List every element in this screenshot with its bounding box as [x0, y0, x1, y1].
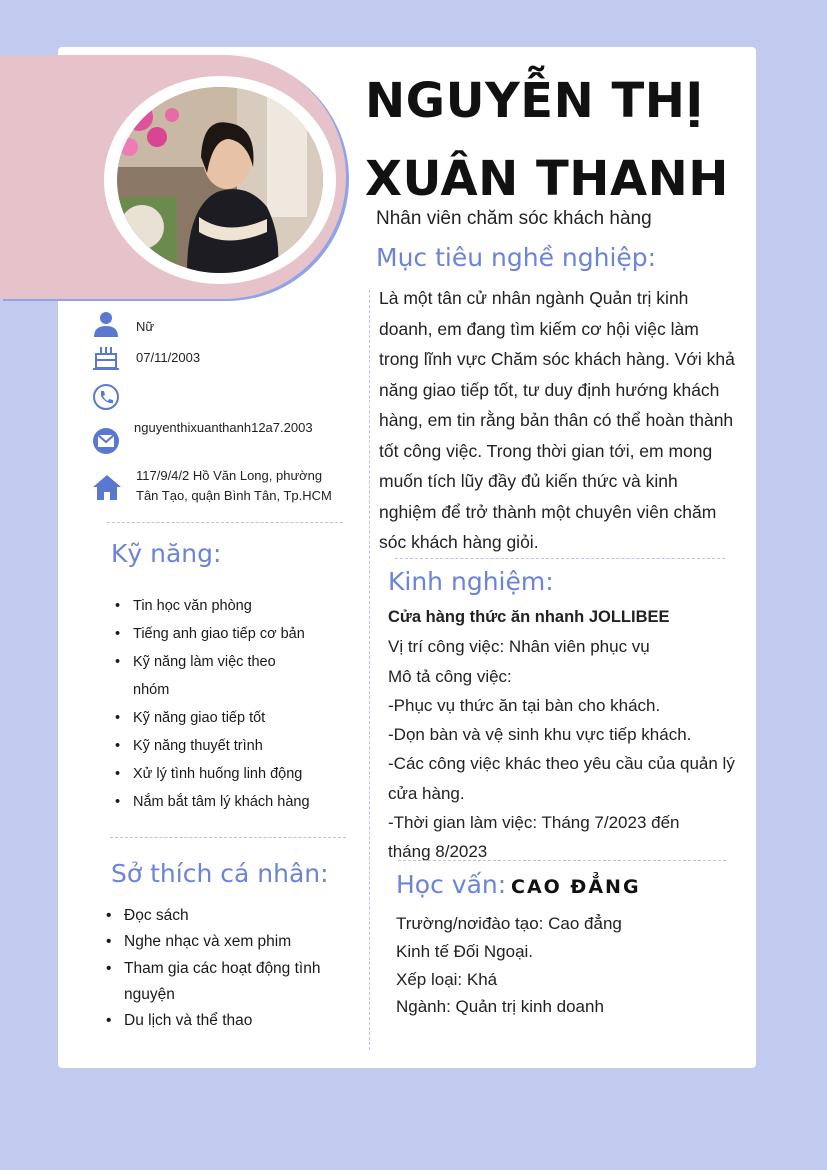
email-icon [90, 426, 124, 456]
home-icon [90, 472, 124, 502]
education-block [396, 910, 736, 1021]
hobby-item: • Du lịch và thể thao [102, 1008, 352, 1034]
objective-title: Mục tiêu nghề nghiệp: [376, 243, 657, 272]
education-major: Ngành: Quản trị kinh doanh [396, 997, 604, 1017]
name-line-2: XUÂN THANH [365, 151, 729, 207]
objective-text: Là một tân cử nhân ngành Quản trị kinh doanh, em đang tìm kiếm cơ hội việc làm trong lĩnh vực Chăm sóc khách hàng. Với khả năng giao tiếp tốt, tư duy định hướng khách hàng, em tin rằng bản thân có thể hoàn thành tốt công việc. Trong thời gian tới, em mong muốn tích lũy đầy đủ kiến thức và kinh nghiệm để trở thành một chuyên viên chăm sóc khách hàng giỏi. [379, 288, 735, 552]
profile-photo [117, 87, 323, 273]
divider-objective-experience [395, 558, 725, 559]
experience-line: Vị trí công việc: Nhân viên phục vụ [388, 637, 650, 657]
experience-line: -Phục vụ thức ăn tại bàn cho khách. [388, 695, 661, 715]
birthday-text: 07/11/2003 [136, 350, 201, 365]
experience-line: Mô tả công việc: [388, 666, 512, 686]
skill-item: • Tiếng anh giao tiếp cơ bản [111, 620, 351, 648]
job-title: Nhân viên chăm sóc khách hàng [376, 208, 652, 229]
experience-line: -Các công việc khác theo yêu cầu của quản lý cửa hàng. [388, 754, 735, 803]
skill-item: • Xử lý tình huống linh động [111, 760, 351, 788]
divider-experience-education [398, 860, 726, 861]
experience-block [388, 603, 748, 867]
gender-text: Nữ [136, 319, 155, 334]
skills-list [111, 592, 351, 816]
skill-item: • Nắm bắt tâm lý khách hàng [111, 788, 351, 816]
skill-item: • Kỹ năng giao tiếp tốt [111, 704, 351, 732]
hobbies-title: Sở thích cá nhân: [111, 859, 329, 888]
skill-item: • Kỹ năng làm việc theo nhóm [111, 648, 313, 704]
divider-skills-hobbies [110, 837, 346, 838]
education-title: Học vấn: [396, 870, 507, 899]
education-grade: Xếp loại: Khá [396, 969, 498, 989]
hobbies-list [102, 903, 352, 1034]
skills-title: Kỹ năng: [111, 539, 222, 568]
education-level: CAO ĐẲNG [511, 876, 641, 898]
address-text [136, 466, 332, 506]
experience-company: Cửa hàng thức ăn nhanh JOLLIBEE [388, 608, 670, 626]
skill-item: • Tin học văn phòng [111, 592, 351, 620]
experience-line: -Thời gian làm việc: Tháng 7/2023 đến tháng 8/2023 [388, 813, 680, 862]
phone-icon [90, 382, 124, 412]
experience-title: Kinh nghiệm: [388, 567, 554, 596]
birthday-cake-icon [90, 342, 124, 372]
hobby-item: • Đọc sách [102, 903, 352, 929]
education-school: Trường/nơiđào tạo: Cao đẳng Kinh tế Đối Ngoại. [396, 914, 622, 961]
address-line-1: 117/9/4/2 Hồ Văn Long, phường [136, 468, 323, 483]
skill-item: • Kỹ năng thuyết trình [111, 732, 351, 760]
name-line-1: NGUYỄN THỊ [365, 73, 704, 129]
hobby-item: • Nghe nhạc và xem phim [102, 929, 352, 955]
person-icon [90, 311, 124, 341]
hobby-item: • Tham gia các hoạt động tình nguyện [102, 956, 349, 1009]
experience-line: -Dọn bàn và vệ sinh khu vực tiếp khách. [388, 725, 692, 745]
column-divider [369, 290, 370, 1050]
divider-contact-skills [107, 522, 343, 523]
address-line-2: Tân Tạo, quận Bình Tân, Tp.HCM [136, 488, 332, 503]
email-text: nguyenthixuanthanh12a7.2003 [134, 420, 313, 435]
full-name [365, 62, 765, 218]
